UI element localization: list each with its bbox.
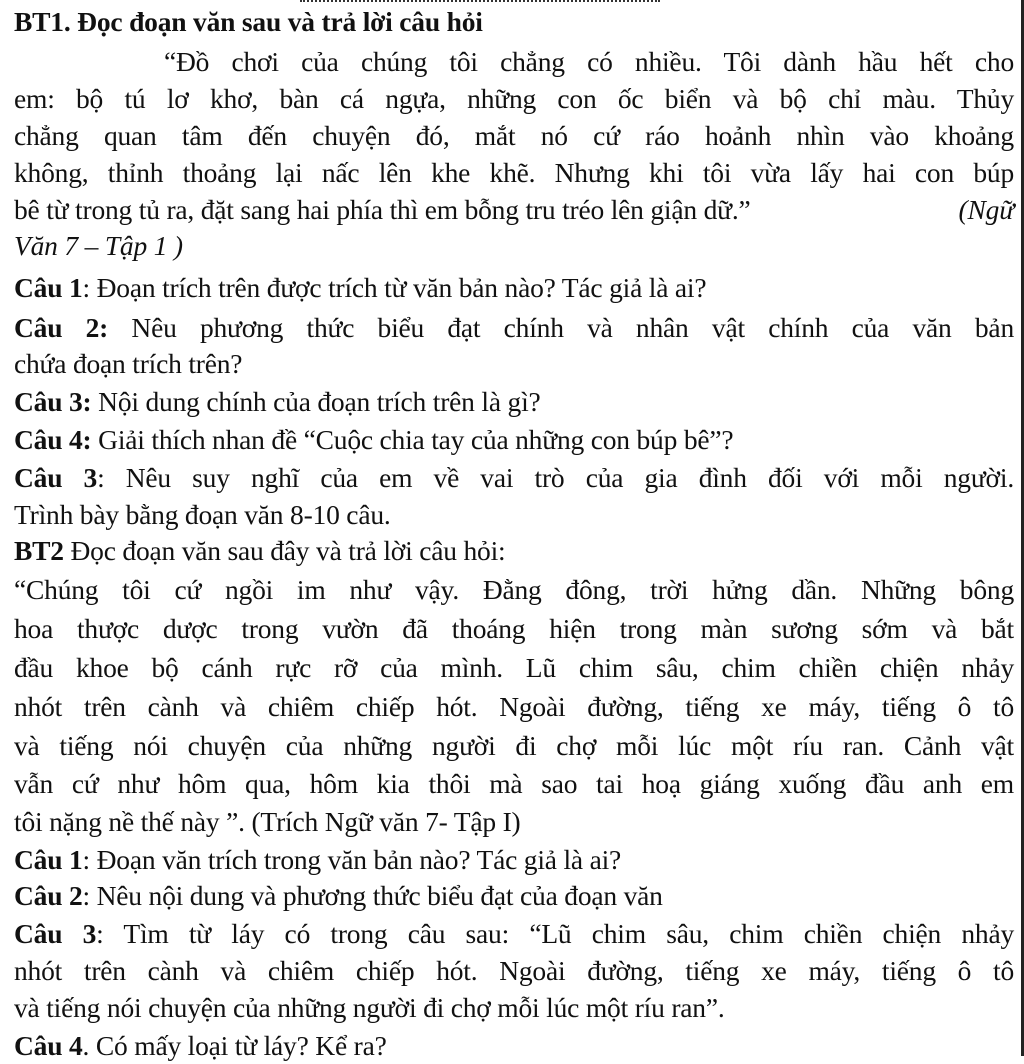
bt1-passage-line-4: không, thỉnh thoảng lại nấc lên khe khẽ. Nhưng khi tôi vừa lấy hai con búp	[14, 157, 1014, 188]
bt2-passage-line-5: và tiếng nói chuyện của những người đi chợ mỗi lúc một ríu ran. Cảnh vật	[14, 730, 1014, 761]
bt1-question-2: Câu 2: Nêu phương thức biểu đạt chính và nhân vật chính của văn bản	[14, 312, 1014, 343]
bt1-passage-line-2: em: bộ tú lơ khơ, bàn cá ngựa, những con ốc biển và bộ chỉ màu. Thủy	[14, 83, 1014, 114]
bt1-question-2-cont: chứa đoạn trích trên?	[14, 348, 243, 379]
bt1-source-part2: Văn 7 – Tập 1 )	[14, 230, 183, 261]
bt2-passage-line-2: hoa thược dược trong vườn đã thoáng hiện trong màn sương sớm và bắt	[14, 613, 1014, 644]
bt2-passage-line-7: tôi nặng nề thế này ”. (Trích Ngữ văn 7- Tập I)	[14, 806, 521, 837]
bt1-source-part1: (Ngữ	[958, 194, 1014, 225]
bt2-question-1: Câu 1: Đoạn văn trích trong văn bản nào? Tác giả là ai?	[14, 844, 622, 875]
bt2-passage-line-1: “Chúng tôi cứ ngồi im như vậy. Đằng đông, trời hửng dần. Những bông	[14, 574, 1014, 605]
bt2-question-3: Câu 3: Tìm từ láy có trong câu sau: “Lũ chim sâu, chim chiền chiện nhảy	[14, 918, 1015, 949]
bt2-question-4: Câu 4. Có mấy loại từ láy? Kể ra?	[14, 1030, 387, 1061]
bt2-passage-line-4: nhót trên cành và chiêm chiếp hót. Ngoài đường, tiếng xe máy, tiếng ô tô	[14, 691, 1014, 722]
bt1-question-4: Câu 4: Giải thích nhan đề “Cuộc chia tay của những con búp bê”?	[14, 424, 734, 455]
bt1-question-5-cont: Trình bày bằng đoạn văn 8-10 câu.	[14, 499, 391, 530]
bt2-passage-line-6: vẫn cứ như hôm qua, hôm kia thôi mà sao tai hoạ giáng xuống đầu anh em	[14, 768, 1014, 799]
bt1-passage-line-1: “Đồ chơi của chúng tôi chẳng có nhiều. Tôi dành hầu hết cho	[164, 46, 1014, 77]
bt2-question-2: Câu 2: Nêu nội dung và phương thức biểu đạt của đoạn văn	[14, 880, 663, 911]
bt1-heading: BT1. Đọc đoạn văn sau và trả lời câu hỏi	[14, 6, 483, 37]
bt1-question-3: Câu 3: Nội dung chính của đoạn trích trên là gì?	[14, 386, 541, 417]
bt2-passage-line-3: đầu khoe bộ cánh rực rỡ của mình. Lũ chim sâu, chim chiền chiện nhảy	[14, 652, 1014, 683]
bt2-heading: BT2 Đọc đoạn văn sau đây và trả lời câu hỏi:	[14, 535, 506, 566]
bt2-question-3-cont2: và tiếng nói chuyện của những người đi chợ mỗi lúc một ríu ran”.	[14, 992, 725, 1023]
bt1-passage-line-3: chẳng quan tâm đến chuyện đó, mắt nó cứ ráo hoảnh nhìn vào khoảng	[14, 120, 1014, 151]
bt1-passage-line-5: bê từ trong tủ ra, đặt sang hai phía thì em bỗng tru tréo lên giận dữ.” (Ngữ	[14, 192, 1014, 228]
bt2-question-3-cont: nhót trên cành và chiêm chiếp hót. Ngoài đường, tiếng xe máy, tiếng ô tô	[14, 955, 1014, 986]
bt1-question-5: Câu 3: Nêu suy nghĩ của em về vai trò của gia đình đối với mỗi người.	[14, 462, 1014, 493]
bt1-question-1: Câu 1: Đoạn trích trên được trích từ văn bản nào? Tác giả là ai?	[14, 272, 707, 303]
